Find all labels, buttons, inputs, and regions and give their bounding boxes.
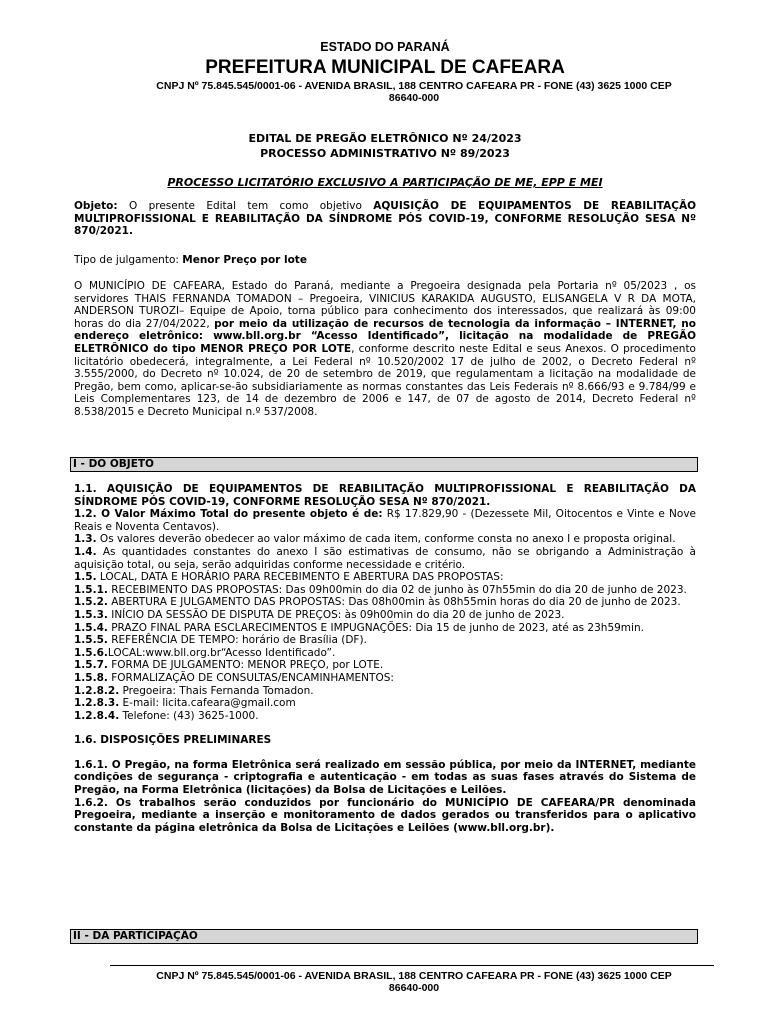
item-number: 1.5.8.: [74, 671, 108, 684]
intro-part1: O MUNICÍPIO DE CAFEARA, Estado do Paraná, mediante a Pregoeira designada pela Portaria nº 05/2023 , os servidores THAIS FERNANDA TOMADON – Pregoeira, VINICIUS KARAKIDA AUGUSTO, ELISANGELA V R DA MOTA, ANDERSON TUROZI– Equipe de Apoio, torna público para conhecimento dos interessados, que realizará às 09:00 horas do dia 27/04/2022,: [74, 280, 696, 330]
item-number: 1.1.: [74, 483, 97, 495]
item-text: RECEBIMENTO DAS PROPOSTAS: Das 09h00min do dia 02 de junho às 07h55min do dia 20 de junho de 2023.: [107, 583, 687, 596]
list-item: [74, 508, 696, 533]
header-address-line2: 86640-000: [388, 92, 440, 104]
item-text: Telefone: (43) 3625-1000.: [119, 709, 259, 722]
list-item: [74, 596, 696, 609]
exclusive-subtitle: PROCESSO LICITATÓRIO EXCLUSIVO A PARTICIPAÇÃO DE ME, EPP E MEI: [167, 176, 603, 189]
item-number: 1.2.8.2.: [74, 684, 120, 697]
item-text: REFERÊNCIA DE TEMPO: horário de Brasília (DF).: [107, 634, 367, 647]
item-text: INÍCIO DA SESSÃO DE DISPUTA DE PREÇOS: às 09h00min do dia 20 de junho de 2023.: [107, 608, 565, 621]
item-number: 1.5.7.: [74, 659, 108, 672]
item-text: PRAZO FINAL PARA ESCLARECIMENTOS E IMPUGNAÇÕES: Dia 15 de junho de 2023, até as 23h59min.: [107, 621, 644, 634]
item-text: LOCAL:www.bll.org.br“Acesso Identificado”.: [107, 646, 336, 659]
paragraph-1-6-2: 1.6.2. Os trabalhos serão conduzidos por funcionário do MUNICÍPIO DE CAFEARA/PR denominada Pregoeira, mediante a inserção e monitoramento de dados gerados ou transferidos para o aplicativo constante da página eletrônica da Bolsa de Licitações e Leilões (www.bll.org.br).: [74, 796, 696, 834]
list-item: [74, 710, 696, 723]
list-item: [74, 622, 696, 635]
list-item: [74, 609, 696, 622]
julgamento-label: Tipo de julgamento:: [74, 254, 183, 266]
objeto-text: O presente Edital tem como objetivo: [117, 200, 374, 212]
item-number: 1.2.8.4.: [74, 709, 120, 722]
city-heading: PREFEITURA MUNICIPAL DE CAFEARA: [205, 57, 565, 78]
footer-divider: [110, 965, 714, 966]
list-item: [74, 647, 696, 660]
item-text: AQUISIÇÃO DE EQUIPAMENTOS DE REABILITAÇÃO MULTIPROFISSIONAL E REABILITAÇÃO DA SÍNDROME PÓS COVID-19, CONFORME RESOLUÇÃO SESA Nº 870/2021.: [74, 483, 696, 508]
item-text: Os valores deverão obedecer ao valor máximo de cada item, conforme consta no anexo I e proposta original.: [96, 533, 676, 546]
item-text: ABERTURA E JULGAMENTO DAS PROPOSTAS: Das 08h00min às 08h55min horas do dia 20 de junho de 2023.: [107, 596, 681, 609]
item-text: As quantidades constantes do anexo I são estimativas de consumo, não se obrigando a Administração à aquisição total, ou seja, serão adquiridas conforme necessidade e critério.: [74, 545, 696, 571]
section-heading-objeto: I - DO OBJETO: [70, 457, 698, 472]
item-number: 1.5.5.: [74, 634, 108, 647]
section1-body: [74, 483, 696, 834]
item-number: 1.5.: [74, 571, 97, 584]
footer-address-line1: CNPJ Nº 75.845.545/0001-06 - AVENIDA BRASIL, 188 CENTRO CAFEARA PR - FONE (43) 3625 1000 CEP: [156, 970, 672, 982]
intro-bold: por meio da utilização de recursos de tecnologia da informação – INTERNET, no endereço eletrônico: www.bll.org.br “Acesso Identificado”, licitação na modalidade de PREGÃO ELETRÔNICO do tipo MENOR PREÇO POR LOTE: [74, 317, 696, 355]
paragraph-1-6-1: 1.6.1. O Pregão, na forma Eletrônica será realizado em sessão pública, por meio da INTERNET, mediante condições de segurança - criptografia e autenticação - em todas as suas fases através do Sistema de Pregão, na Forma Eletrônica (licitações) da Bolsa de Licitações e Leilões.: [74, 758, 696, 797]
list-item: [74, 584, 696, 597]
item-number: 1.5.1.: [74, 583, 108, 596]
list-item: [74, 634, 696, 647]
item-number: 1.4.: [74, 545, 97, 558]
list-item: [74, 533, 696, 546]
julgamento-value: Menor Preço por lote: [182, 254, 307, 266]
item-number: 1.2.8.3.: [74, 697, 120, 710]
header-address: [120, 80, 708, 104]
julgamento-line: [74, 254, 696, 267]
item-number: 1.5.3.: [74, 608, 108, 621]
item-number: 1.2. O Valor Máximo Total do presente objeto é de:: [74, 508, 383, 521]
item-text: FORMALIZAÇÃO DE CONSULTAS/ENCAMINHAMENTOS:: [107, 671, 394, 684]
intro-paragraph: [74, 280, 696, 419]
header-address-line1: CNPJ Nº 75.845.545/0001-06 - AVENIDA BRASIL, 188 CENTRO CAFEARA PR - FONE (43) 3625 1000 CEP: [156, 80, 672, 92]
list-item: [74, 685, 696, 698]
document-titles: [0, 131, 770, 161]
list-item: [74, 697, 696, 710]
footer-address: [120, 970, 708, 994]
list-item: [74, 546, 696, 571]
processo-title: PROCESSO ADMINISTRATIVO Nº 89/2023: [260, 147, 510, 160]
objeto-bold: AQUISIÇÃO DE EQUIPAMENTOS DE REABILITAÇÃO MULTIPROFISSIONAL E REABILITAÇÃO DA SÍNDROME PÓS COVID-19, CONFORME RESOLUÇÃO SESA Nº 870/2021.: [74, 200, 696, 238]
preliminares-heading: 1.6. DISPOSIÇÕES PRELIMINARES: [74, 734, 272, 747]
footer-address-line2: 86640-000: [388, 982, 440, 994]
item-number: 1.5.4.: [74, 621, 108, 634]
item-text: Pregoeira: Thais Fernanda Tomadon.: [119, 684, 314, 697]
item-number: 1.3.: [74, 533, 97, 546]
section1-items: [74, 483, 696, 722]
objeto-label: Objeto:: [74, 200, 118, 212]
list-item: [74, 672, 696, 685]
list-item: [74, 659, 696, 672]
list-item: [74, 571, 696, 584]
item-text: LOCAL, DATA E HORÁRIO PARA RECEBIMENTO E ABERTURA DAS PROPOSTAS:: [96, 571, 504, 584]
section-heading-participacao: II - DA PARTICIPAÇÃO: [70, 929, 698, 944]
item-number: 1.5.6.: [74, 646, 108, 659]
item-number: 1.5.2.: [74, 596, 108, 609]
item-text: FORMA DE JULGAMENTO: MENOR PREÇO, por LOTE.: [107, 659, 384, 672]
intro-part2: , conforme descrito neste Edital e seus Anexos. O procedimento licitatório obedecerá, integralmente, a Lei Federal nº 10.520/2002 17 de julho de 2002, o Decreto Federal nº 3.555/2000, do Decreto nº 10.024, de 20 de setembro de 2019, que regulamentam a licitação na modalidade de Pregão, bem como, aplicar-se-ão subsidiariamente as normas constantes das Leis Federais nº 8.666/93 e 9.784/99 e Leis Complementares 123, de 14 de dezembro de 2006 e 147, de 07 de agosto de 2014, Decreto Federal nº 8.538/2015 e Decreto Municipal n.º 537/2008.: [74, 342, 696, 418]
edital-title: EDITAL DE PREGÃO ELETRÔNICO Nº 24/2023: [248, 132, 522, 145]
item-text: E-mail: licita.cafeara@gmail.com: [119, 697, 296, 710]
list-item: [74, 483, 696, 508]
objeto-paragraph: [74, 200, 696, 238]
state-heading: ESTADO DO PARANÁ: [320, 40, 450, 54]
item-text: R$ 17.829,90 - (Dezessete Mil, Oitocentos e Vinte e Nove Reais e Noventa Centavos).: [74, 508, 696, 533]
